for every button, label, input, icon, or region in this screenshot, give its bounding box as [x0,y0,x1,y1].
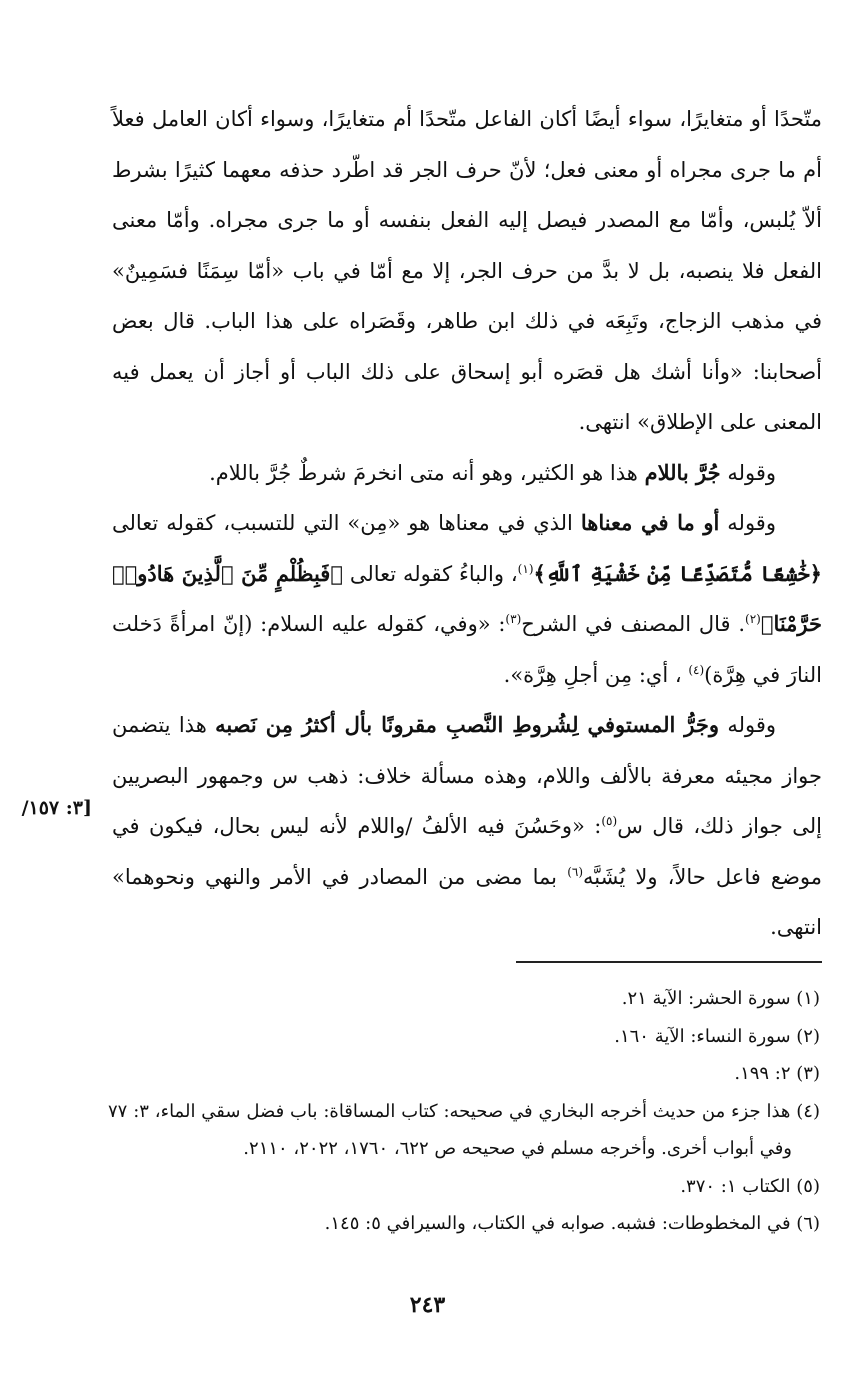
footnote-ref[interactable]: (١) [517,561,534,576]
footnote-ref[interactable]: (٢) [745,612,761,626]
commentary-text: الذي في معناها هو «مِن» التي للتسبب، كقوله تعالى [112,511,573,535]
commentary-text: هذا يتضمن جواز مجيئه معرفة بالألف واللام، وهذه مسألة خلاف: ذهب س وجمهور البصريين إلى جواز ذلك، قال س [112,713,822,838]
footnote-ref[interactable]: (٤) [688,662,705,677]
footnote-ref[interactable]: (٥) [601,814,618,828]
margin-page-reference: [٣: ١٥٧/ [21,797,92,819]
paragraph-2 [112,448,822,499]
commentary-text: هذا هو الكثير، وهو أنه متى انخرمَ شرطٌ جُرَّ باللام. [209,460,638,485]
main-text [112,94,822,953]
quoted-phrase: جُرَّ باللام [644,459,721,485]
footnotes [108,980,820,1243]
quote-intro: وقوله [727,713,776,737]
commentary-text: ، والباءُ كقوله تعالى [349,561,518,586]
footnote-1: (١) سورة الحشر: الآية ٢١. [621,988,820,1009]
footnote-ref[interactable]: (٣) [505,612,522,626]
page-number: ٢٤٣ [409,1292,446,1318]
footnote-divider [516,961,822,963]
footnote-2: (٢) سورة النساء: الآية ١٦٠. [614,1025,820,1047]
commentary-text: بما مضى من المصادر في الأمر والنهي ونحوهما» انتهى. [112,864,822,939]
footnote-3: (٣) ٢: ١٩٩. [734,1063,820,1084]
paragraph-3 [112,498,822,700]
footnote-6: (٦) في المخطوطات: فشبه. صوابه في الكتاب، والسيرافي ٥: ١٤٥. [324,1213,820,1234]
commentary-text: : «وحَسُنَ فيه الألفُ /واللام لأنه ليس بحال، فيكون في موضع فاعل حالاً، ولا يُشَبَّه [112,814,823,889]
quote-intro: وقوله [727,511,776,535]
quoted-phrase: أو ما في معناها [580,510,720,535]
quote-intro: وقوله [727,460,776,485]
footnote-5: (٥) الكتاب ١: ٣٧٠. [680,1175,820,1197]
footnote-4: (٤) هذا جزء من حديث أخرجه البخاري في صحيحه: كتاب المساقاة: باب فضل سقي الماء، ٣: ٧٧ وفي أبواب أخرى. وأخرجه مسلم في صحيحه ص ٦٢٢، ١٧٦٠، ٢٠٢٢، ٢١١٠. [108,1100,820,1159]
paragraph-4 [112,700,822,953]
paragraph-1: متّحدًا أو متغايرًا، سواء أيضًا أكان الفاعل متّحدًا أم متغايرًا، وسواء أكان العامل فعلاً أم ما جرى مجراه أو معنى فعل؛ لأنّ حرف الجر قد اطّرد حذفه معهما كثيرًا بشرط ألاّ يُلبس، وأمّا مع المصدر فيصل إليه الفعل بنفسه أو ما جرى مجراه. وأمّا معنى الفعل فلا ينصبه، بل لا بدَّ من حرف الجر، إلا مع أمّا في باب «أمّا سِمَنًا فسَمِينٌ» في مذهب الزجاج، وتَبِعَه في ذلك ابن طاهر، وقَصَراه على هذا الباب. قال بعض أصحابنا: «وأنا أشك هل قصَره أبو إسحاق على ذلك الباب أو أجاز أن يعمل فيه المعنى على الإطلاق» انتهى. [112,107,822,434]
footnote-ref[interactable]: (٦) [567,864,584,879]
commentary-text: . قال المصنف في الشرح [521,612,746,636]
hadith-quote: : «وفي، كقوله عليه السلام: (إنّ امرأةً دَخلت النارَ في هِرَّة) [112,612,822,687]
quran-verse: ﴿خَٰشِعًا مُّتَصَدِّعًا مِّنْ خَشْيَةِ ٱللَّهِ﴾ [533,560,822,586]
quoted-phrase: وجَرُّ المستوفي لِشُروطِ النَّصبِ مقرونًا بأل أكثرُ مِن نَصبه [215,712,719,737]
quran-verse: ﴿فَبِظُلْمٍ مِّنَ ٱلَّذِينَ هَادُوا۟ حَرَّمْنَا﴾ [112,560,822,636]
commentary-text: ، أي: مِن أجلِ هِرَّة». [503,662,682,687]
